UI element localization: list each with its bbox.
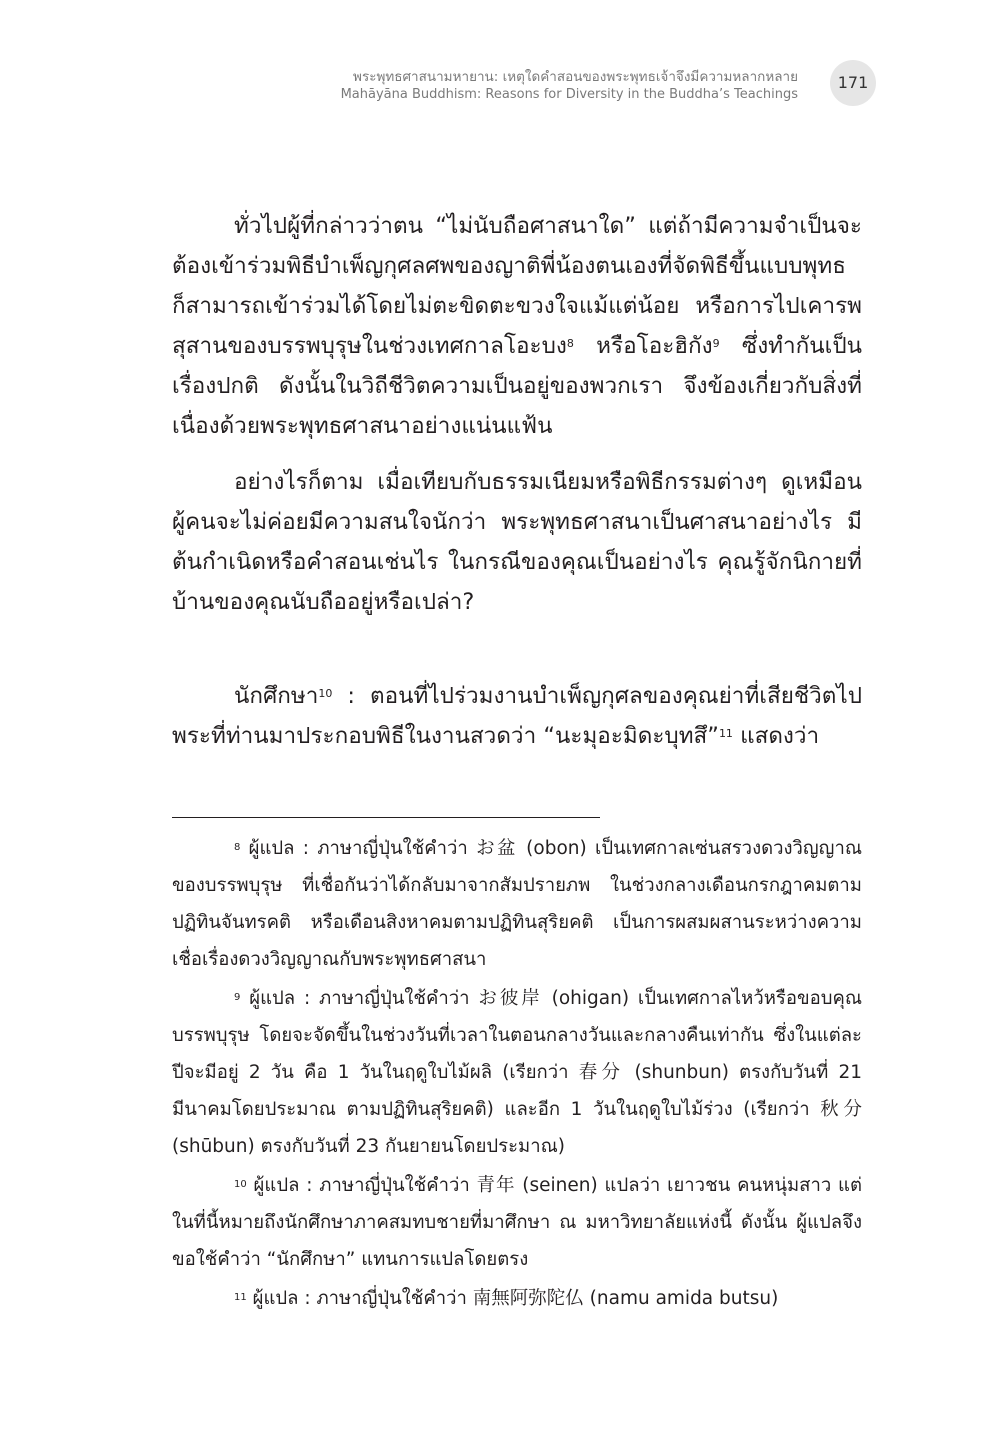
footnote-11 — [172, 1280, 862, 1317]
footnote-8 — [172, 830, 862, 978]
footnote-number: 11 — [234, 1292, 247, 1303]
footnote-9 — [172, 980, 862, 1165]
paragraph-text: ทั่วไปผู้ที่กล่าวว่าตน “ไม่นับถือศาสนาใด” แต่ถ้ามีความจำเป็นจะต้องเข้าร่วมพิธีบำเพ็ญกุศลศพของญาติพี่น้องตนเองที่จัดพิธีขึ้นแบบพุทธ ก็สามารถเข้าร่วมได้โดยไม่ตะขิดตะขวงใจแม้แต่น้อย หรือการไปเคารพสุสานของบรรพบุรุษในช่วงเทศกาลโอะบง — [172, 213, 862, 359]
footnote-text: ผู้แปล : ภาษาญี่ปุ่นใช้คำว่า お盆 (obon) เป็นเทศกาลเซ่นสรวงดวงวิญญาณของบรรพบุรุษ ที่เชื่อกันว่าได้กลับมาจากสัมปรายภพ ในช่วงกลางเดือนกรกฎาคมตามปฏิทินจันทรคติ หรือเดือนสิงหาคมตามปฏิทินสุริยคติ เป็นการผสมผสานระหว่างความเชื่อเรื่องดวงวิญญาณกับพระพุทธศาสนา — [172, 838, 862, 970]
body-paragraph-1 — [172, 206, 862, 446]
footnote-text: ผู้แปล : ภาษาญี่ปุ่นใช้คำว่า お彼岸 (ohigan) เป็นเทศกาลไหว้หรือขอบคุณบรรพบุรุษ โดยจะจัดขึ้นในช่วงวันที่เวลาในตอนกลางวันและกลางคืนเท่ากัน ซึ่งในแต่ละปีจะมีอยู่ 2 วัน คือ 1 วันในฤดูใบไม้ผลิ (เรียกว่า 春分 (shunbun) ตรงกับวันที่ 21 มีนาคมโดยประมาณ ตามปฏิทินสุริยคติ) และอีก 1 วันในฤดูใบไม้ร่วง (เรียกว่า 秋分 (shūbun) ตรงกับวันที่ 23 กันยายนโดยประมาณ) — [172, 988, 862, 1157]
footnote-number: 9 — [234, 992, 241, 1003]
paragraph-text: อย่างไรก็ตาม เมื่อเทียบกับธรรมเนียมหรือพิธีกรรมต่างๆ ดูเหมือนผู้คนจะไม่ค่อยมีความสนใจนักว่า พระพุทธศาสนาเป็นศาสนาอย่างไร มีต้นกำเนิดหรือคำสอนเช่นไร ในกรณีของคุณเป็นอย่างไร คุณรู้จักนิกายที่บ้านของคุณนับถืออยู่หรือเปล่า? — [172, 469, 862, 615]
header-title-thai: พระพุทธศาสนามหายาน: เหตุใดคำสอนของพระพุทธเจ้าจึงมีความหลากหลาย — [353, 69, 798, 85]
body-paragraph-2 — [172, 462, 862, 622]
speaker-label: นักศึกษา — [234, 683, 319, 709]
body-paragraph-3 — [172, 676, 862, 756]
footnote-ref-10[interactable]: 10 — [318, 687, 333, 700]
paragraph-text: : ตอนที่ไปร่วมงานบำเพ็ญกุศลของคุณย่าที่เสียชีวิตไปพระที่ท่านมาประกอบพิธีในงานสวดว่า “นะมุอะมิดะบุทสึ” — [172, 683, 862, 749]
footnote-ref-8[interactable]: 8 — [566, 337, 574, 350]
paragraph-text: หรือโอะฮิกัง — [573, 333, 713, 359]
footnotes — [172, 830, 862, 1319]
footnote-text: ผู้แปล : ภาษาญี่ปุ่นใช้คำว่า 青年 (seinen) แปลว่า เยาวชน คนหนุ่มสาว แต่ในที่นี้หมายถึงนักศึกษาภาคสมทบชายที่มาศึกษา ณ มหาวิทยาลัยแห่งนี้ ดังนั้น ผู้แปลจึงขอใช้คำว่า “นักศึกษา” แทนการแปลโดยตรง — [172, 1175, 862, 1270]
footnote-text: ผู้แปล : ภาษาญี่ปุ่นใช้คำว่า 南無阿弥陀仏 (namu amida butsu) — [246, 1288, 779, 1309]
footnote-ref-11[interactable]: 11 — [718, 727, 733, 740]
footnote-number: 10 — [234, 1179, 247, 1190]
running-header — [341, 68, 798, 104]
header-title-english: Mahāyāna Buddhism: Reasons for Diversity in the Buddha’s Teachings — [340, 87, 798, 102]
paragraph-text: แสดงว่า — [732, 723, 820, 749]
page-number: 171 — [830, 60, 876, 106]
footnote-ref-9[interactable]: 9 — [712, 337, 720, 350]
footnote-divider — [172, 817, 600, 818]
paragraph-text: ซึ่งทำกันเป็นเรื่องปกติ ดังนั้นในวิถีชีวิตความเป็นอยู่ของพวกเรา จึงข้องเกี่ยวกับสิ่งที่เนื่องด้วยพระพุทธศาสนาอย่างแน่นแฟ้น — [172, 333, 862, 439]
footnote-number: 8 — [234, 842, 241, 853]
footnote-10 — [172, 1167, 862, 1278]
